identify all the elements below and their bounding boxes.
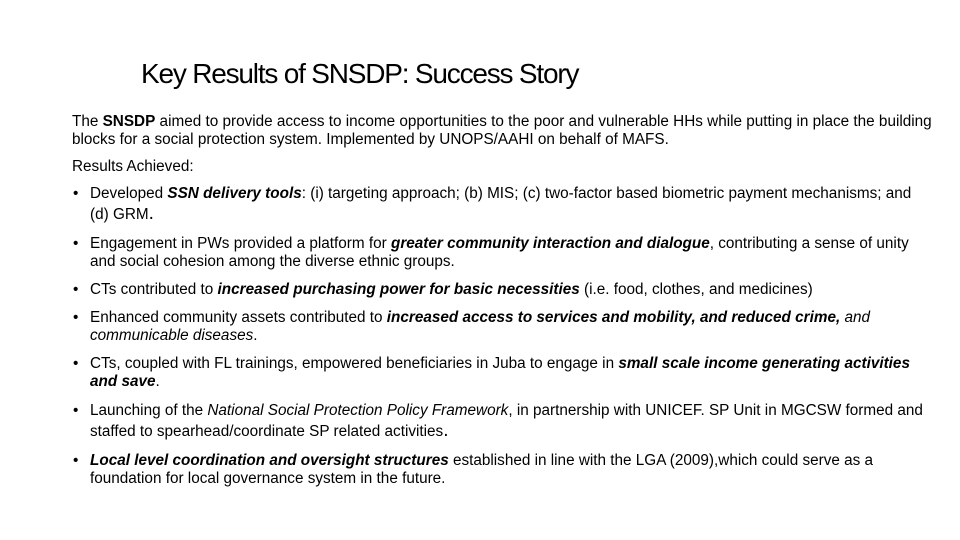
item-text: : (i) targeting approach; (b) MIS; (c) two-factor based biometric payment mechanisms; and (d) GRM [90, 185, 912, 223]
bullet-icon: • [73, 281, 79, 298]
intro-acronym: SNSDP [102, 113, 156, 130]
item-end: . [443, 420, 449, 441]
results-list [72, 184, 932, 488]
intro-prefix: The [72, 113, 103, 130]
list-item [72, 184, 932, 225]
item-text: CTs, coupled with FL trainings, empowered beneficiaries in Juba to engage in [90, 355, 619, 372]
bullet-icon: • [73, 185, 79, 202]
item-emphasis: greater community interaction and dialogue [391, 235, 710, 252]
list-item [72, 235, 932, 271]
bullet-icon: • [73, 402, 79, 419]
item-text: (i.e. food, clothes, and medicines) [579, 281, 813, 298]
list-item [72, 355, 932, 391]
item-text: CTs contributed to [90, 281, 218, 298]
item-text: established in line with the LGA (2009),which could serve as a foundation for local governance system in the future. [90, 452, 874, 487]
item-emphasis: small scale income generating activities and save [90, 355, 910, 390]
item-text: Engagement in PWs provided a platform for [90, 235, 391, 252]
bullet-icon: • [73, 355, 79, 372]
list-item [72, 309, 932, 345]
item-text: , in partnership with UNICEF. SP Unit in MGCSW formed and staffed to spearhead/coordinate SP related activities [90, 402, 923, 440]
item-text: , contributing a sense of unity and social cohesion among the diverse ethnic groups. [90, 235, 909, 270]
intro-paragraph [72, 113, 932, 149]
item-emphasis: SSN delivery tools [167, 185, 302, 202]
list-item [72, 401, 932, 442]
list-item [72, 452, 932, 488]
item-text: Launching of the [90, 402, 208, 419]
slide-title: Key Results of SNSDP: Success Story [141, 58, 579, 89]
list-item [72, 281, 932, 299]
item-emphasis: National Social Protection Policy Framework [207, 402, 509, 419]
item-emphasis: and communicable diseases [90, 309, 870, 344]
bullet-icon: • [73, 452, 79, 469]
slide-body [72, 113, 932, 498]
item-emphasis: increased access to services and mobility, and reduced crime, [386, 309, 841, 326]
item-text: Developed [90, 185, 168, 202]
item-emphasis: increased purchasing power for basic necessities [217, 281, 580, 298]
item-end: . [148, 203, 154, 224]
item-text: Enhanced community assets contributed to [90, 309, 387, 326]
item-emphasis: Local level coordination and oversight structures [90, 452, 449, 469]
bullet-icon: • [73, 309, 79, 326]
results-heading: Results Achieved: [72, 158, 194, 175]
intro-text: aimed to provide access to income opportunities to the poor and vulnerable HHs while putting in place the building blocks for a social protection system. Implemented by UNOPS/AAHI on behalf of MAFS. [72, 113, 932, 148]
item-text: . [155, 373, 160, 390]
item-text: . [253, 327, 258, 344]
bullet-icon: • [73, 235, 79, 252]
